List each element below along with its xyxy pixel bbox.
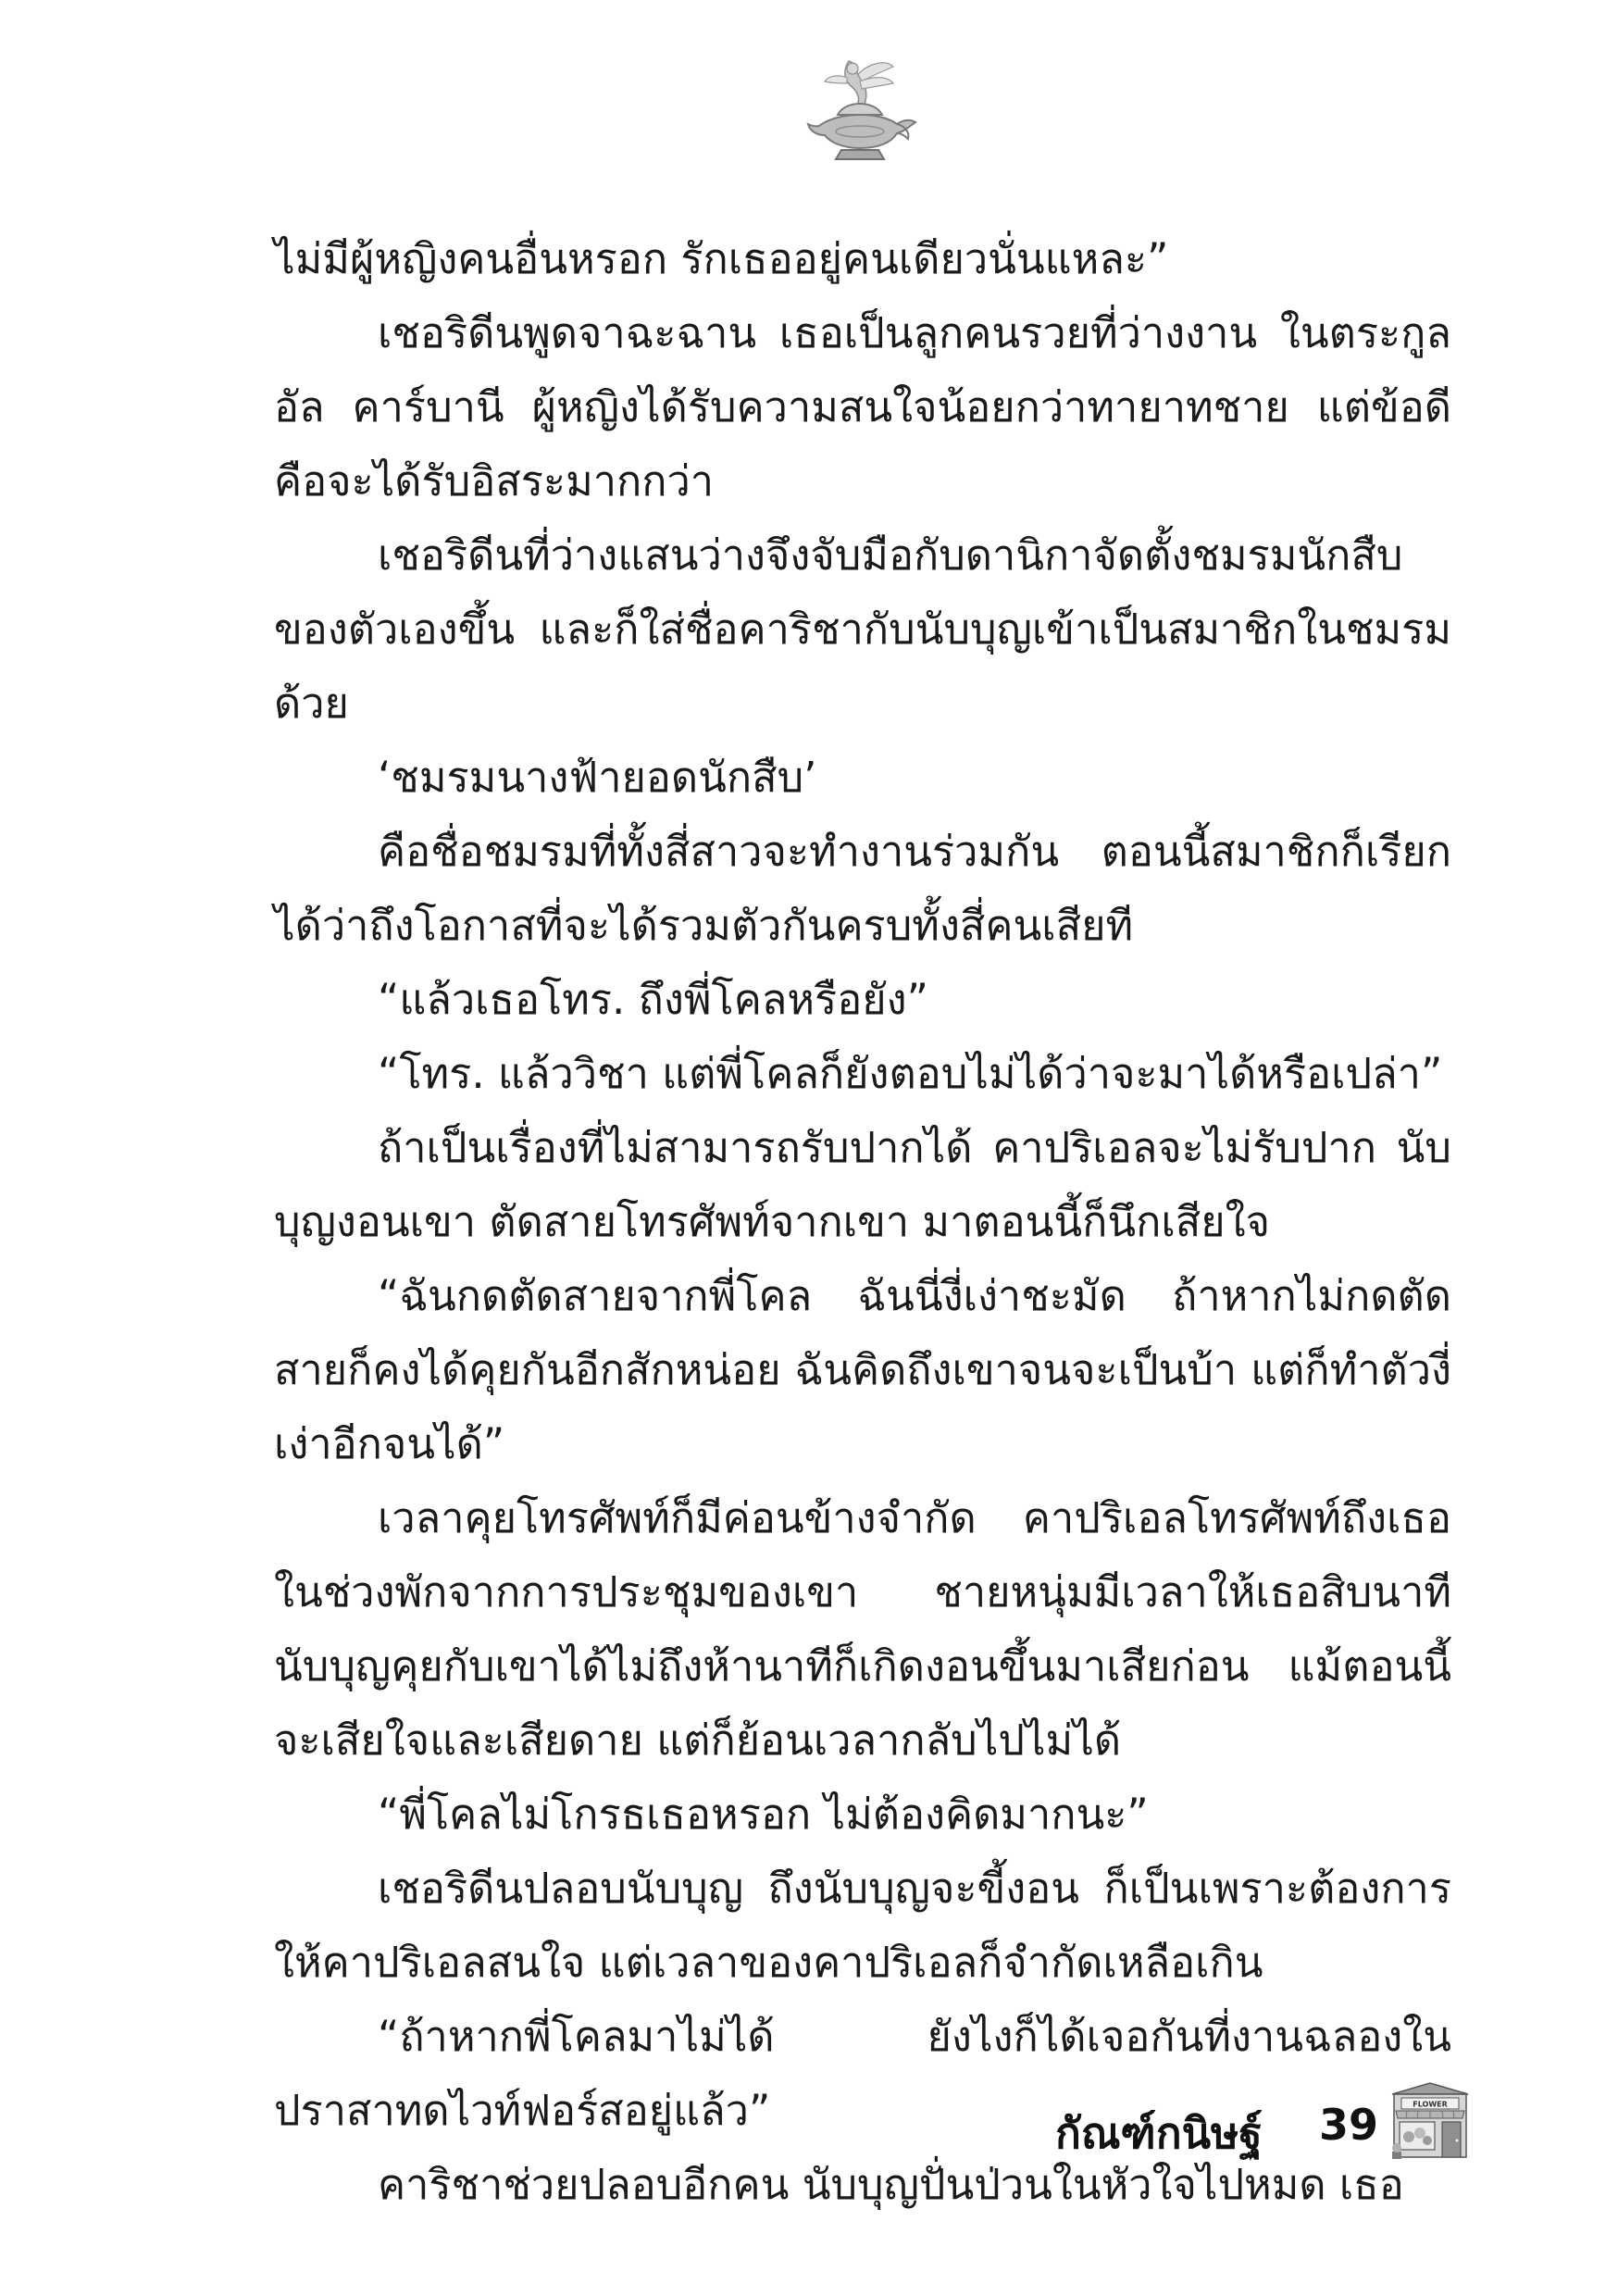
- page-footer: [1000, 2074, 1481, 2176]
- paragraph: ไม่มีผู้หญิงคนอื่นหรอก รักเธออยู่คนเดียวนั่นแหละ”: [274, 234, 1169, 283]
- paragraph: คาริชาช่วยปลอบอีกคน นับบุญปั่นป่วนในหัวใจไปหมด เธอ: [378, 2160, 1404, 2209]
- paragraph: ‘ชมรมนางฟ้ายอดนักสืบ’: [378, 753, 817, 802]
- paragraph: “ฉันกดตัดสายจากพี่โคล ฉันนี่งี่เง่าชะมัด ถ้าหากไม่กดตัดสายก็คงได้คุยกันอีกสักหน่อย ฉันคิดถึงเขาจนจะเป็นบ้า แต่ก็ทำตัวงี่เง่าอีกจนได้”: [274, 1271, 1451, 1468]
- paragraph: คือชื่อชมรมที่ทั้งสี่สาวจะทำงานร่วมกัน ตอนนี้สมาชิกก็เรียกได้ว่าถึงโอกาสที่จะได้รวมตัวกันครบทั้งสี่คนเสียที: [274, 827, 1451, 950]
- genie-lamp-icon: [801, 54, 921, 165]
- story-text: [274, 222, 1451, 2222]
- paragraph: เชอริดีนปลอบนับบุญ ถึงนับบุญจะขี้งอน ก็เป็นเพราะต้องการให้คาปริเอลสนใจ แต่เวลาของคาปริเอลก็จำกัดเหลือเกิน: [274, 1864, 1451, 1987]
- paragraph: เวลาคุยโทรศัพท์ก็มีค่อนข้างจำกัด คาปริเอลโทรศัพท์ถึงเธอในช่วงพักจากการประชุมของเขา ชายหนุ่มมีเวลาให้เธอสิบนาที นับบุญคุยกับเขาได้ไม่ถึงห้านาทีก็เกิดงอนขึ้นมาเสียก่อน แม้ตอนนี้จะเสียใจและเสียดาย แต่ก็ย้อนเวลากลับไปไม่ได้: [274, 1493, 1451, 1765]
- book-title: กัณฑ์กนิษฐ์: [1055, 2108, 1263, 2158]
- paragraph: “พี่โคลไม่โกรธเธอหรอก ไม่ต้องคิดมากนะ”: [378, 1790, 1149, 1839]
- paragraph: เชอริดีนพูดจาฉะฉาน เธอเป็นลูกคนรวยที่ว่างงาน ในตระกูลอัล คาร์บานี ผู้หญิงได้รับความสนใจน้อยกว่าทายาทชาย แต่ข้อดีคือจะได้รับอิสระมากกว่า: [274, 308, 1451, 505]
- paragraph: “แล้วเธอโทร. ถึงพี่โคลหรือยัง”: [378, 975, 928, 1024]
- shop-sign-text: FLOWER: [1413, 2100, 1448, 2109]
- paragraph: เชอริดีนที่ว่างแสนว่างจึงจับมือกับดานิกาจัดตั้งชมรมนักสืบของตัวเองขึ้น และก็ใส่ชื่อคาริชากับนับบุญเข้าเป็นสมาชิกในชมรมด้วย: [274, 530, 1451, 728]
- paragraph: “โทร. แล้ววิชา แต่พี่โคลก็ยังตอบไม่ได้ว่าจะมาได้หรือเปล่า”: [378, 1049, 1443, 1098]
- paragraph: ถ้าเป็นเรื่องที่ไม่สามารถรับปากได้ คาปริเอลจะไม่รับปาก นับบุญงอนเขา ตัดสายโทรศัพท์จากเขา มาตอนนี้ก็นึกเสียใจ: [274, 1123, 1451, 1246]
- flower-shop-icon: [1388, 2081, 1472, 2161]
- paragraph: “ถ้าหากพี่โคลมาไม่ได้ ยังไงก็ได้เจอกันที่งานฉลองในปราสาทดไวท์ฟอร์สอยู่แล้ว”: [274, 2012, 1451, 2135]
- page-number: 39: [1319, 2100, 1379, 2150]
